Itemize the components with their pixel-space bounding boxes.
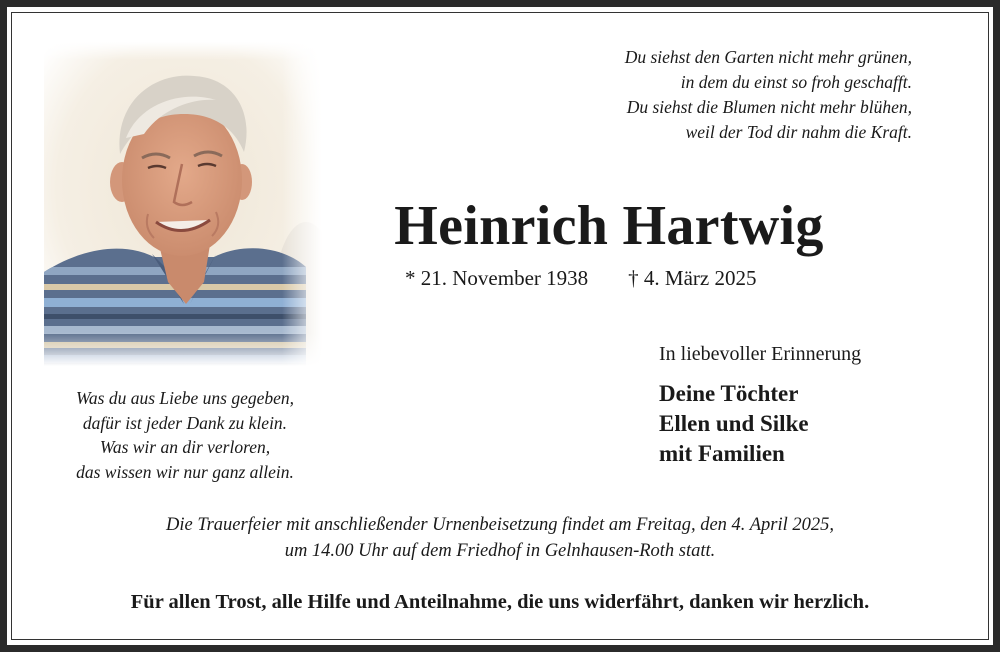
left-poem-line: das wissen wir nur ganz allein.	[76, 461, 294, 482]
top-poem-line: in dem du einst so froh geschafft.	[680, 72, 912, 92]
top-poem-line: weil der Tod dir nahm die Kraft.	[685, 122, 912, 142]
birth-date: * 21. November 1938	[405, 266, 589, 290]
left-poem-line: Was du aus Liebe uns gegeben,	[75, 388, 295, 408]
death-date: † 4. März 2025	[628, 266, 757, 290]
ceremony-line: um 14.00 Uhr auf dem Friedhof in Gelnhausen-Roth statt.	[284, 541, 716, 561]
memory-line: In liebevoller Erinnerung	[659, 343, 862, 365]
family-signature	[659, 379, 809, 469]
life-dates	[405, 264, 756, 292]
deceased-name: Heinrich Hartwig	[394, 195, 824, 257]
left-poem	[44, 386, 326, 484]
thanks-line: Für allen Trost, alle Hilfe und Anteilnahme, die uns widerfährt, danken wir herzlich.	[130, 591, 870, 613]
top-poem-line: Du siehst die Blumen nicht mehr blühen,	[626, 97, 912, 117]
family-line: mit Familien	[659, 441, 785, 466]
ceremony-line: Die Trauerfeier mit anschließender Urnenbeisetzung findet am Freitag, den 4. April 2025,	[166, 515, 834, 535]
left-poem-line: Was wir an dir verloren,	[99, 437, 271, 457]
family-line: Ellen und Silke	[659, 411, 809, 436]
top-poem-line: Du siehst den Garten nicht mehr grünen,	[624, 47, 912, 67]
top-poem	[540, 45, 912, 145]
portrait-photo	[44, 42, 322, 366]
ceremony-notice	[40, 512, 960, 564]
left-poem-line: dafür ist jeder Dank zu klein.	[82, 412, 288, 433]
family-line: Deine Töchter	[659, 381, 799, 406]
